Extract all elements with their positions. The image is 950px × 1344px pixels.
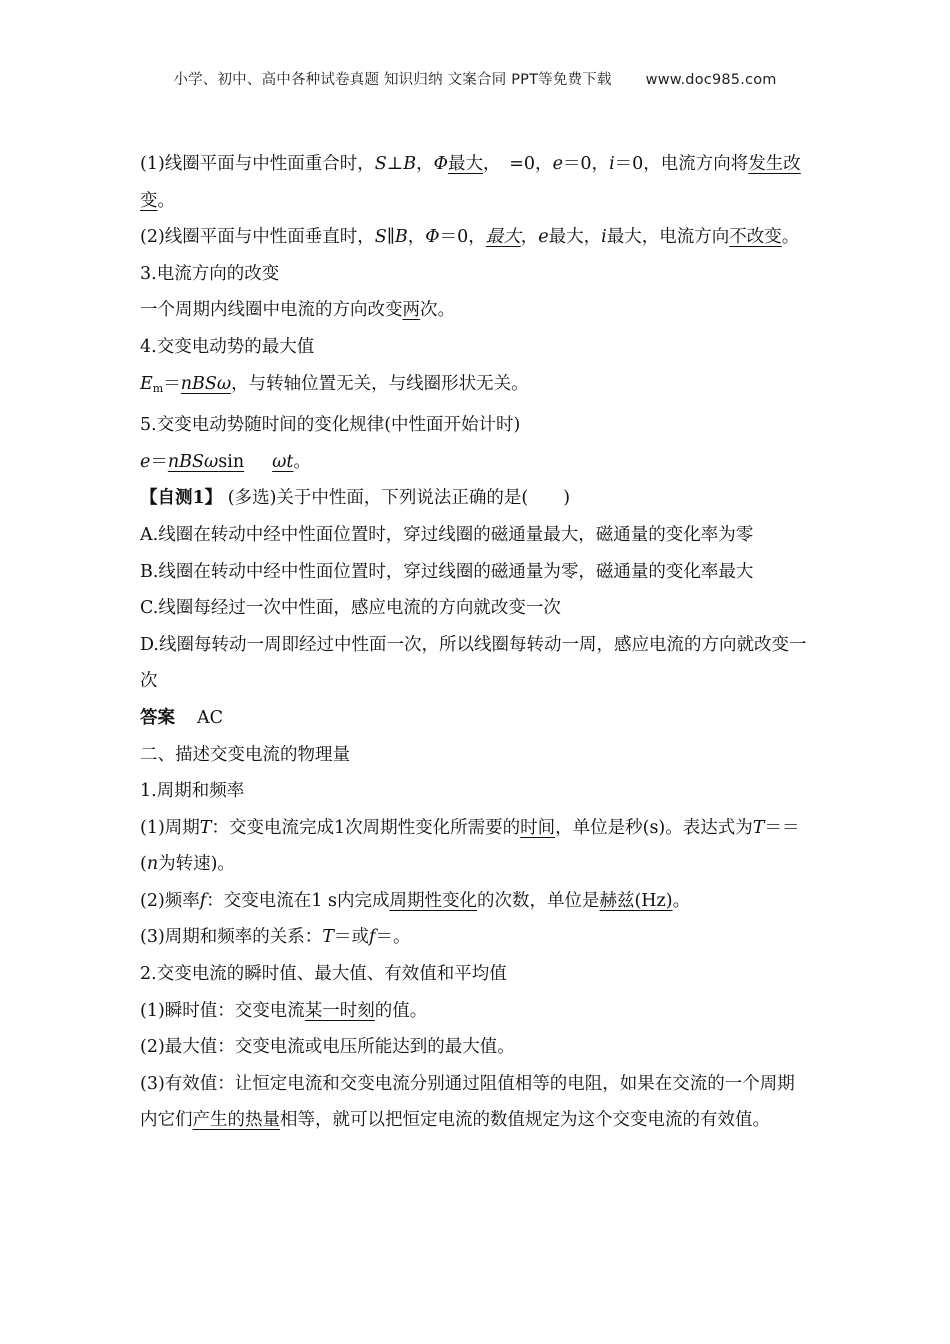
- paragraph-period: (1)周期T：交变电流完成1次周期性变化所需要的时间，单位是秒(s)。表达式为T＝＝(n为转速)。: [140, 817, 800, 875]
- answer-blank: 最大: [485, 227, 521, 248]
- option-d: D.线圈每转动一周即经过中性面一次，所以线圈每转动一周，感应电流的方向就改变一次: [140, 634, 807, 692]
- paragraph-emf-law-formula: e＝nBSωsin ωt。: [140, 451, 311, 472]
- heading-emf-max: 4.交变电动势的最大值: [140, 336, 315, 357]
- answer-blank: 不改变: [729, 227, 782, 248]
- answer-blank: 周期性变化: [389, 890, 477, 911]
- document-body: [140, 146, 812, 1139]
- answer-blank: 产生的热量: [192, 1110, 280, 1131]
- paragraph-instantaneous: (1)瞬时值：交变电流某一时刻的值。: [140, 1000, 428, 1021]
- option-c: C.线圈每经过一次中性面，感应电流的方向就改变一次: [140, 598, 561, 619]
- paragraph-effective: (3)有效值：让恒定电流和交变电流分别通过阻值相等的电阻，如果在交流的一个周期内它们产生的热量相等，就可以把恒定电流的数值规定为这个交变电流的有效值。: [140, 1073, 795, 1131]
- answer-blank: 某一时刻: [304, 1000, 375, 1021]
- paragraph-direction-change: 一个周期内线圈中电流的方向改变两次。: [140, 300, 455, 321]
- answer-blank: 时间: [520, 817, 556, 838]
- heading-current-direction: 3.电流方向的改变: [140, 263, 280, 284]
- self-test-question: 【自测1】 (多选)关于中性面，下列说法正确的是( ): [140, 488, 571, 509]
- header-text: 小学、初中、高中各种试卷真题 知识归纳 文案合同 PPT等免费下载: [173, 72, 612, 88]
- paragraph-period-frequency-relation: (3)周期和频率的关系：T＝或f＝。: [140, 927, 411, 948]
- heading-values: 2.交变电流的瞬时值、最大值、有效值和平均值: [140, 964, 507, 985]
- answer-blank: 赫兹(Hz): [599, 890, 673, 911]
- paragraph-frequency: (2)频率f：交变电流在1 s内完成周期性变化的次数，单位是赫兹(Hz)。: [140, 890, 691, 911]
- header-site-link[interactable]: www.doc985.com: [645, 72, 777, 88]
- answer-blank: 最大: [448, 154, 483, 174]
- answer-blank: nBSω: [180, 373, 232, 394]
- answer-blank: 发生改变: [140, 154, 801, 211]
- option-a: A.线圈在转动中经中性面位置时，穿过线圈的磁通量最大，磁通量的变化率为零: [140, 524, 754, 545]
- answer-line: 答案 AC: [140, 707, 224, 728]
- paragraph-neutral-plane-perpendicular: (2)线圈平面与中性面垂直时，S∥B，Φ＝0，最大，e最大，i最大，电流方向不改变。: [140, 227, 800, 248]
- answer-blank: 两: [402, 300, 420, 321]
- paragraph-emf-max-formula: $E_m=nBS\omega$，与转轴位置无关，与线圈形状无关。: [140, 373, 529, 395]
- page-header: [0, 68, 950, 89]
- answer-blank: nBSωsin ωt: [167, 451, 294, 472]
- heading-emf-law: 5.交变电动势随时间的变化规律(中性面开始计时): [140, 415, 521, 436]
- section-heading: 二、描述交变电流的物理量: [140, 744, 350, 765]
- paragraph-neutral-plane-coincide: (1)线圈平面与中性面重合时，S⊥B，Φ最大， =0，e＝0，i＝0，电流方向将发生改变。: [140, 154, 801, 211]
- heading-period-frequency: 1.周期和频率: [140, 781, 245, 802]
- option-b: B.线圈在转动中经中性面位置时，穿过线圈的磁通量为零，磁通量的变化率最大: [140, 561, 754, 582]
- paragraph-maximum: (2)最大值：交变电流或电压所能达到的最大值。: [140, 1037, 515, 1058]
